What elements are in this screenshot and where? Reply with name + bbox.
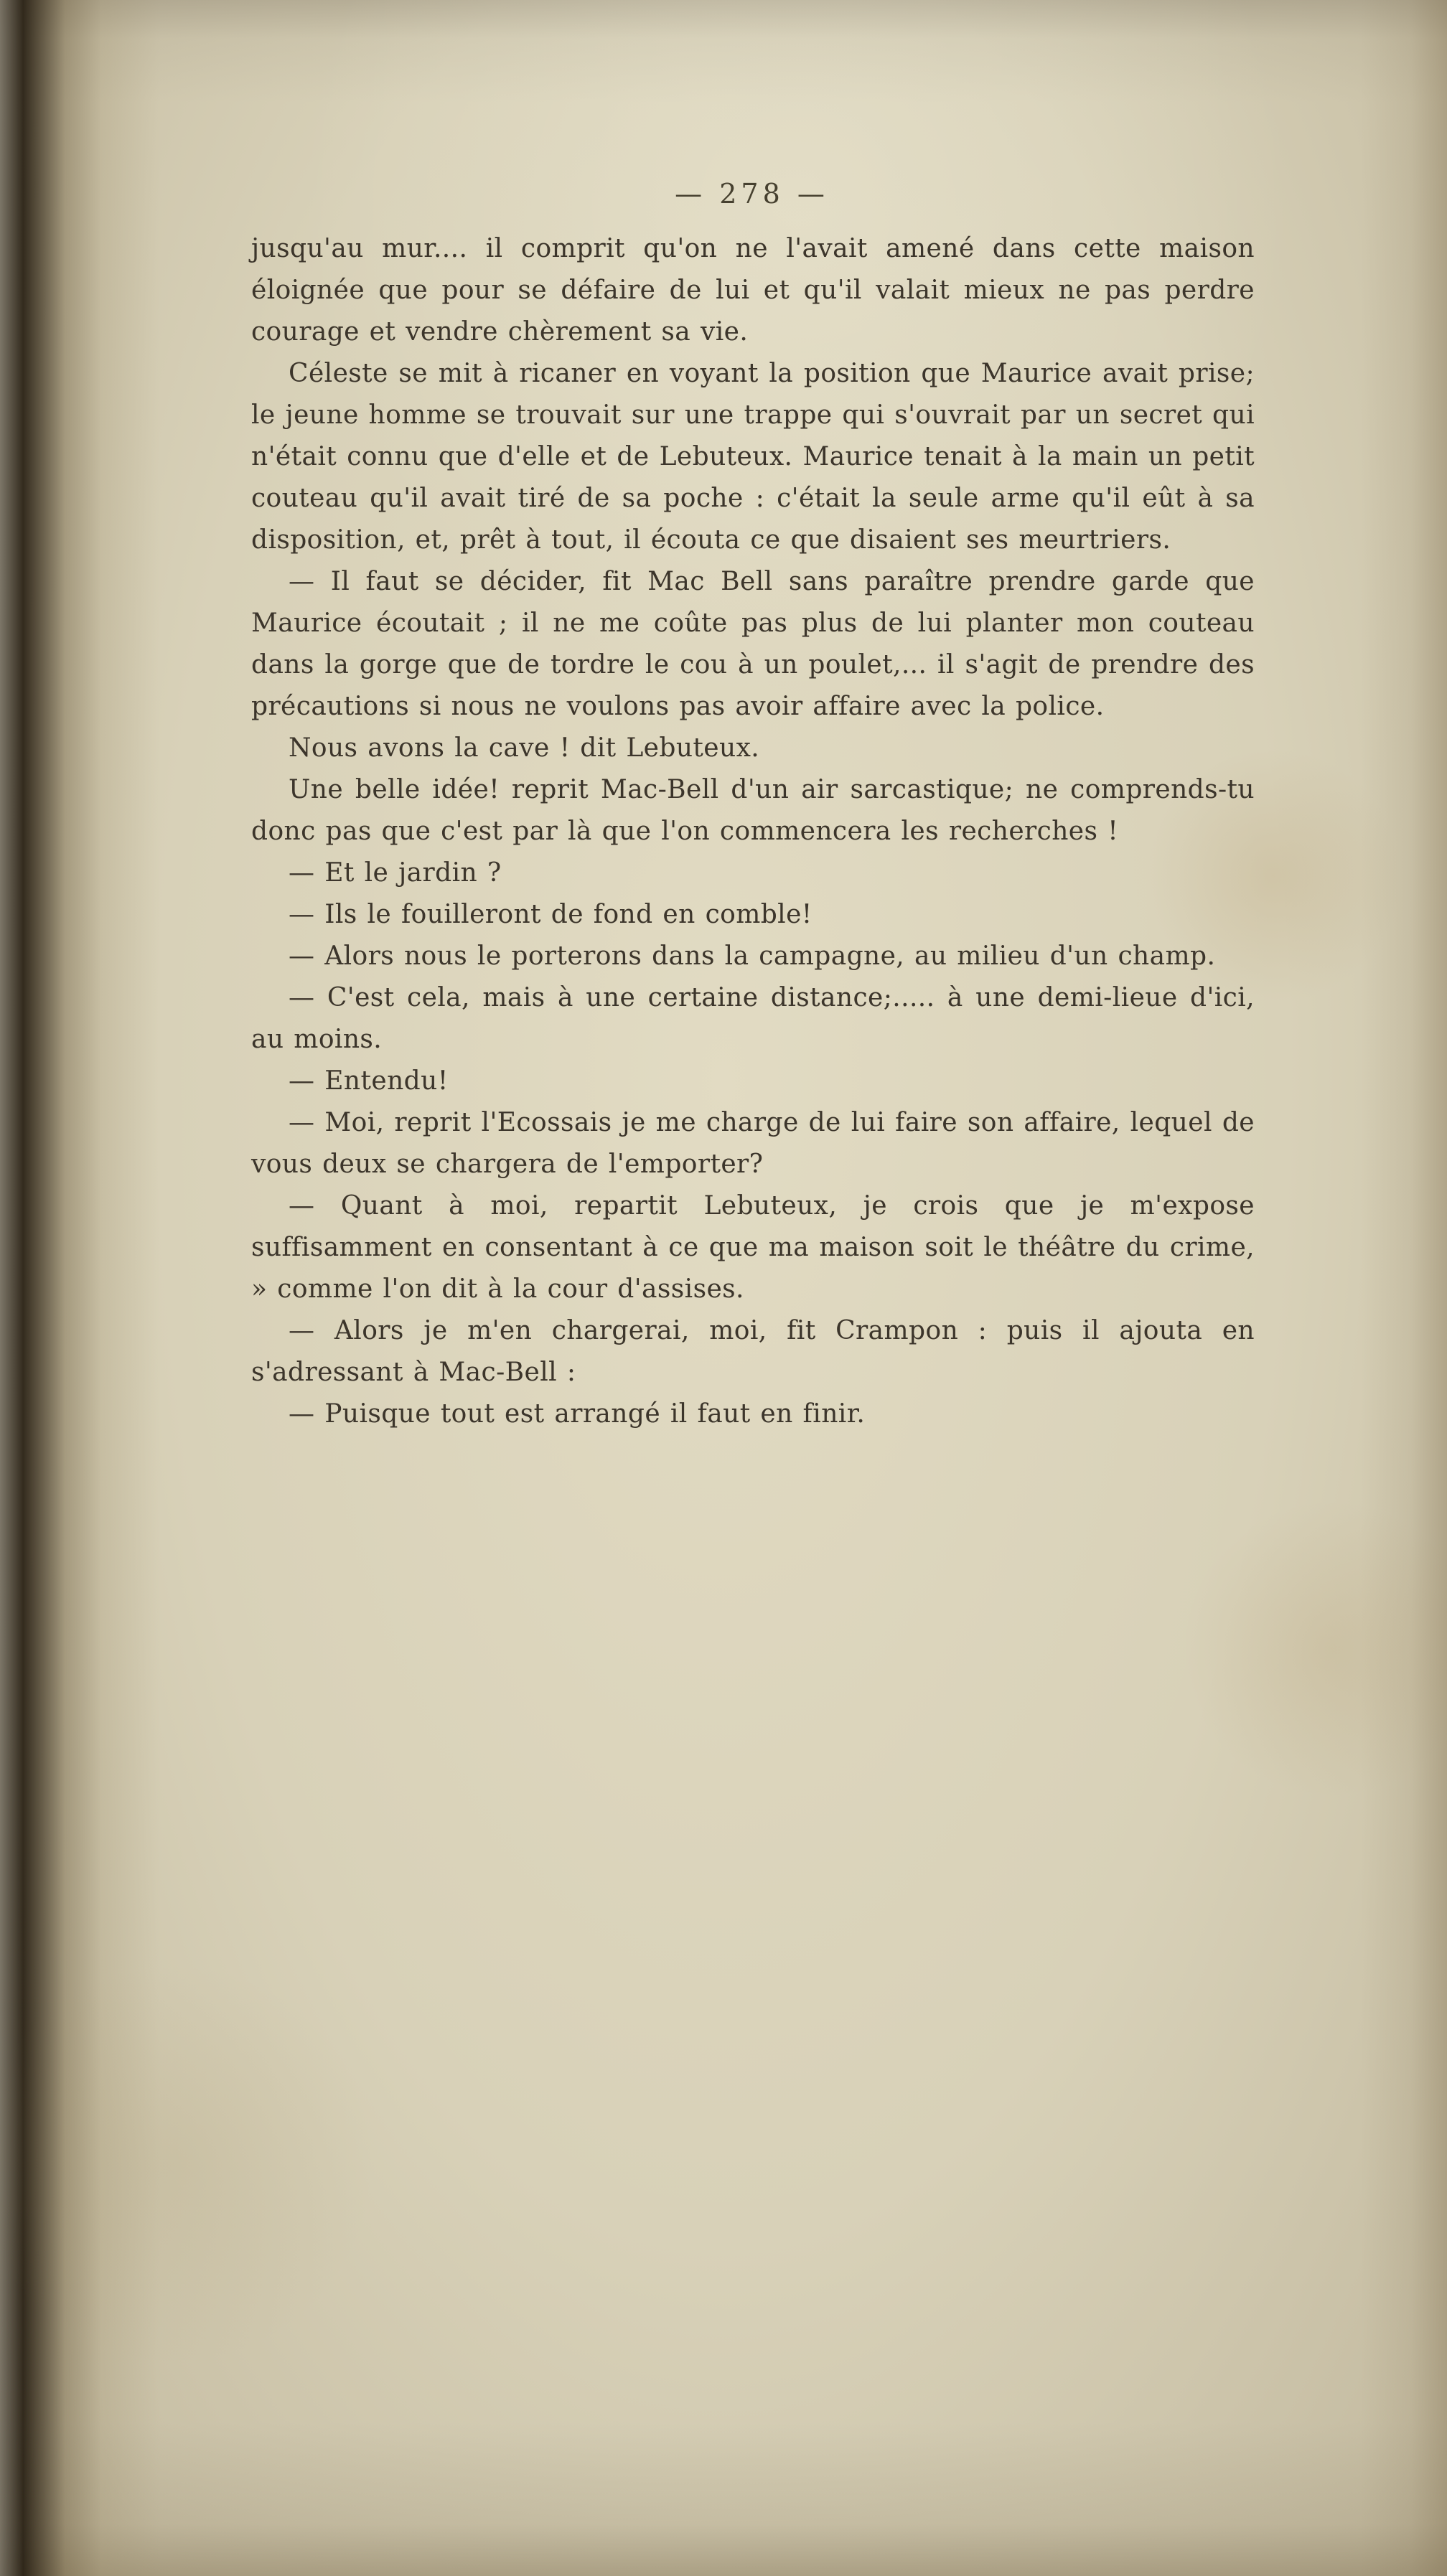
page-text-block — [251, 228, 1255, 1435]
paragraph: — Alors nous le porterons dans la campagne, au milieu d'un champ. — [289, 941, 1216, 971]
paragraph: — Il faut se décider, fit Mac Bell sans paraître prendre garde que Maurice écoutait ; il ne me coûte pas plus de lui planter mon couteau dans la gorge que de tordre le cou à un poulet,... il s'agit de prendre des précautions si nous ne voulons pas avoir affaire avec la police. — [251, 567, 1255, 721]
paragraph: — Entendu! — [289, 1066, 449, 1096]
paragraph: — Alors je m'en chargerai, moi, fit Crampon : puis il ajouta en s'adressant à Mac-Bell : — [251, 1316, 1255, 1387]
paragraph: — Puisque tout est arrangé il faut en finir. — [289, 1399, 866, 1429]
paragraph: Céleste se mit à ricaner en voyant la position que Maurice avait prise; le jeune homme se trouvait sur une trappe qui s'ouvrait par un secret qui n'était connu que d'elle et de Lebuteux. Maurice tenait à la main un petit couteau qu'il avait tiré de sa poche : c'était la seule arme qu'il eût à sa disposition, et, prêt à tout, il écouta ce que disaient ses meurtriers. — [251, 359, 1255, 555]
paragraph: — Ils le fouilleront de fond en comble! — [289, 900, 813, 929]
paragraph: — C'est cela, mais à une certaine distance;..... à une demi-lieue d'ici, au moins. — [251, 983, 1255, 1054]
paragraph: — Et le jardin ? — [289, 858, 502, 888]
paragraph: — Moi, reprit l'Ecossais je me charge de lui faire son affaire, lequel de vous deux se chargera de l'emporter? — [251, 1108, 1255, 1179]
paragraph: — Quant à moi, repartit Lebuteux, je crois que je m'expose suffisamment en consentant à ce que ma maison soit le théâtre du crime, » comme l'on dit à la cour d'assises. — [251, 1191, 1255, 1304]
paragraph: Nous avons la cave ! dit Lebuteux. — [289, 733, 760, 763]
paragraph: jusqu'au mur.... il comprit qu'on ne l'avait amené dans cette maison éloignée que pour se défaire de lui et qu'il valait mieux ne pas perdre courage et vendre chèrement sa vie. — [251, 234, 1255, 347]
page-number: — 278 — — [675, 178, 829, 210]
paragraph: Une belle idée! reprit Mac-Bell d'un air sarcastique; ne comprends-tu donc pas que c'est par là que l'on commencera les recherches ! — [251, 775, 1255, 846]
